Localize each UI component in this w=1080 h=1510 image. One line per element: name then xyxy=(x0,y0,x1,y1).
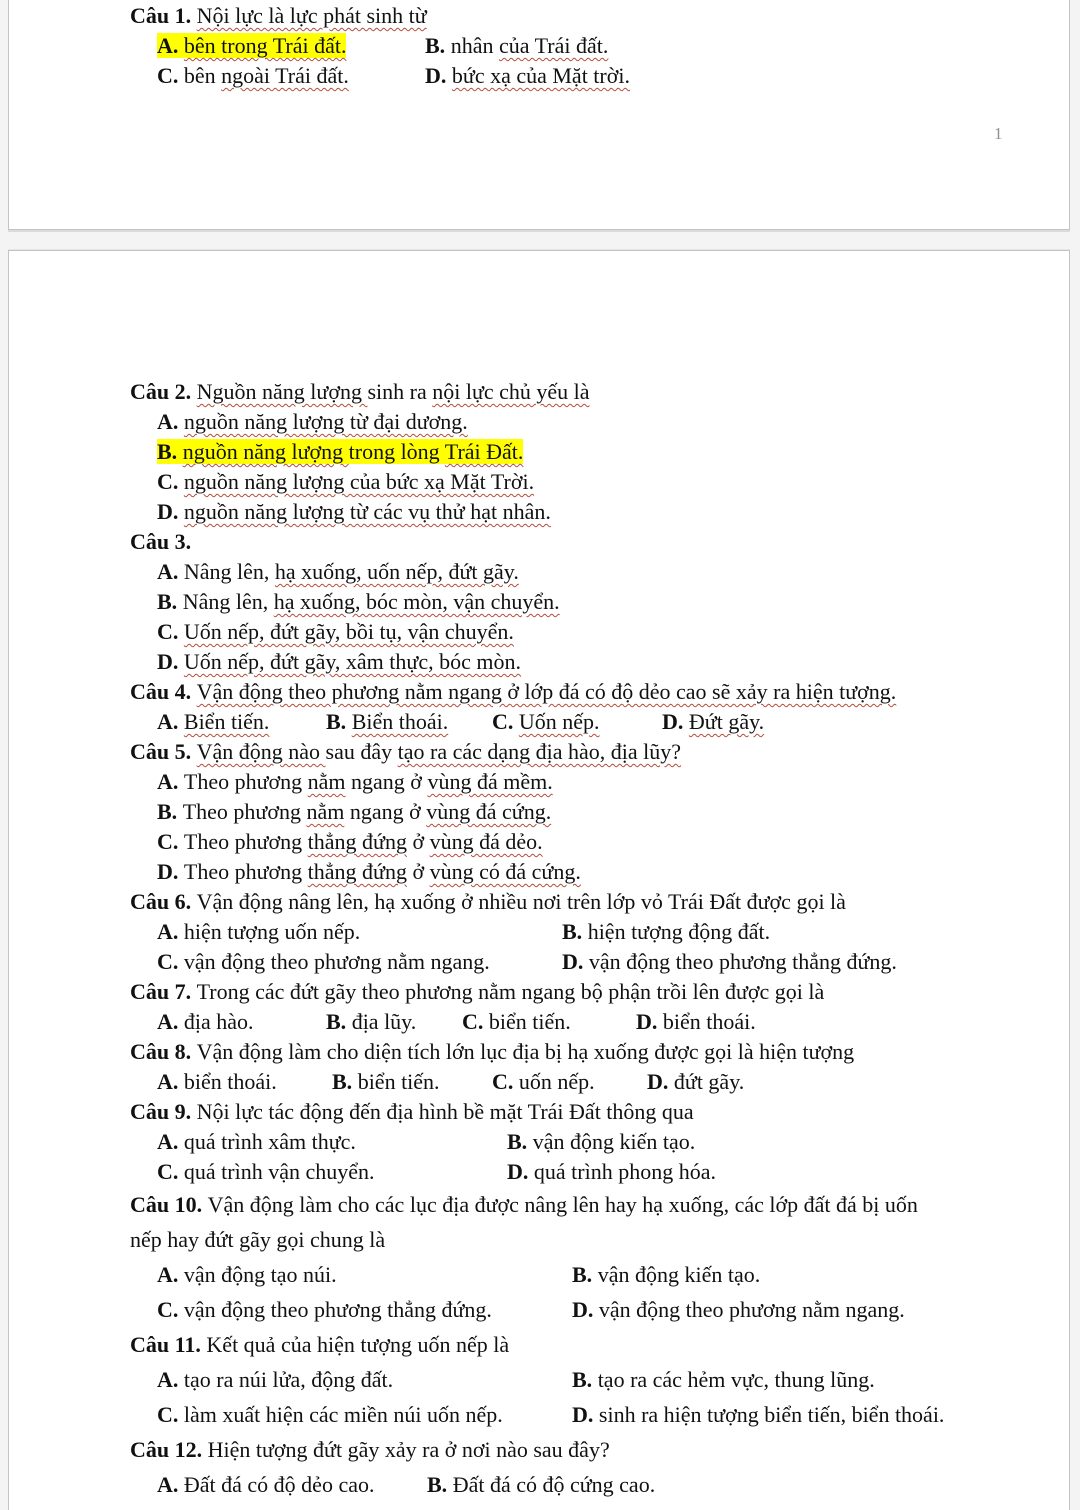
option xyxy=(157,1067,332,1097)
option-letter: Câu 12. xyxy=(130,1437,208,1462)
option-letter: Câu 4. xyxy=(130,679,197,704)
text-run: Trong các đứt gãy theo phương nằm ngang bộ phận trồi lên được gọi là xyxy=(196,979,825,1004)
option-letter: C. xyxy=(462,1009,489,1034)
option xyxy=(572,1257,760,1292)
question-block-cau-6 xyxy=(130,887,1019,977)
option xyxy=(157,917,562,947)
option xyxy=(326,1007,462,1037)
text-run: Theo phương xyxy=(183,859,308,884)
text-run: Đứt gãy. xyxy=(688,709,765,734)
page-2-content xyxy=(130,377,1019,1502)
option-letter: B. xyxy=(157,799,183,824)
text-run: Vận động theo phương nằm ngang ở lớp đá có độ dẻo cao sẽ xảy ra hiện tượng. xyxy=(196,679,897,704)
text-run: địa hào. xyxy=(183,1009,254,1034)
question-block-cau-2 xyxy=(130,377,1019,527)
option-letter: C. xyxy=(157,1159,184,1184)
option-letter: C. xyxy=(157,1402,184,1427)
text-run: sinh ra xyxy=(367,379,433,404)
option-row xyxy=(130,1397,1019,1432)
question-header xyxy=(130,1432,1019,1467)
option xyxy=(636,1007,756,1037)
option xyxy=(157,707,326,737)
text-run: bên xyxy=(183,63,222,88)
question-header xyxy=(130,887,1019,917)
text-run: vùng đá cứng. xyxy=(426,799,552,824)
option-letter: A. xyxy=(157,559,184,584)
text-run: vận động kiến tạo. xyxy=(532,1129,696,1154)
option xyxy=(572,1397,944,1432)
option xyxy=(427,1467,655,1502)
option xyxy=(157,1292,572,1327)
text-run: nội lực chủ yếu là xyxy=(432,379,590,404)
text-run: Theo phương xyxy=(182,799,307,824)
option-letter: B. xyxy=(157,439,183,464)
option-row xyxy=(130,947,1019,977)
option xyxy=(572,1292,905,1327)
option xyxy=(157,557,519,587)
option-row xyxy=(130,1257,1019,1292)
text-run: Trái Đất. xyxy=(444,439,524,464)
option-letter: C. xyxy=(157,469,184,494)
option-row xyxy=(130,857,1019,887)
option xyxy=(157,1397,572,1432)
text-run: nguồn năng lượng của bức xạ Mặt Trời. xyxy=(183,469,535,494)
text-run: quá trình vận chuyển. xyxy=(183,1159,375,1184)
text-run: ngang ở xyxy=(345,769,428,794)
option-letter: C. xyxy=(157,63,184,88)
option xyxy=(157,1467,427,1502)
text-run: Kết quả của hiện tượng uốn nếp là xyxy=(206,1332,510,1357)
text-run: biển thoái. xyxy=(183,1069,277,1094)
option xyxy=(157,31,425,61)
option-letter: Câu 1. xyxy=(130,3,197,28)
option-letter: C. xyxy=(157,619,184,644)
text-run: làm xuất hiện các miền núi uốn nếp. xyxy=(183,1402,503,1427)
text-run: của Trái đất. xyxy=(498,33,609,58)
text-run: Đất đá có độ cứng cao. xyxy=(452,1472,656,1497)
question-header xyxy=(130,1187,1019,1222)
question-header xyxy=(130,1222,1019,1257)
option-letter: A. xyxy=(157,1262,184,1287)
option-row xyxy=(130,827,1019,857)
question-header xyxy=(130,1097,1019,1127)
text-run: Hiện tượng đứt gãy xảy ra ở nơi nào sau đây? xyxy=(207,1437,610,1462)
text-run: Uốn nếp. xyxy=(518,709,600,734)
question-block-cau-4 xyxy=(130,677,1019,737)
option-row xyxy=(130,1067,1019,1097)
option xyxy=(507,1127,695,1157)
text-run: Theo phương xyxy=(183,829,308,854)
text-run: uốn nếp. xyxy=(518,1069,595,1094)
text-run: Đất đá có độ dẻo cao. xyxy=(183,1472,375,1497)
option xyxy=(157,857,581,887)
option-letter: C. xyxy=(157,949,184,974)
option xyxy=(157,437,523,467)
option-letter: A. xyxy=(157,919,184,944)
option-row xyxy=(130,497,1019,527)
option-letter: D. xyxy=(157,499,184,524)
option-letter: Câu 5. xyxy=(130,739,197,764)
option xyxy=(572,1362,875,1397)
text-run: tạo ra các dạng địa hào, địa lũy? xyxy=(397,739,682,764)
text-run: Uốn nếp, đứt gãy, xâm thực, bóc mòn. xyxy=(183,649,521,674)
option xyxy=(157,1257,572,1292)
option-letter: D. xyxy=(157,649,184,674)
text-run: Nội lực tác động đến địa hình bề mặt Trái Đất thông qua xyxy=(196,1099,694,1124)
option-letter: B. xyxy=(326,709,352,734)
text-run: nguồn năng lượng từ đại dương. xyxy=(183,409,468,434)
text-run: ngang ở xyxy=(344,799,427,824)
option-letter: Câu 9. xyxy=(130,1099,197,1124)
text-run: tạo ra núi lửa, động đất. xyxy=(183,1367,394,1392)
text-run: nhân xyxy=(450,33,499,58)
text-run: địa lũy. xyxy=(351,1009,417,1034)
text-run: đứt gãy. xyxy=(673,1069,745,1094)
option xyxy=(157,1362,572,1397)
option xyxy=(157,947,562,977)
option-row xyxy=(130,707,1019,737)
text-run: vận động theo phương nằm ngang. xyxy=(598,1297,905,1322)
option-letter: C. xyxy=(157,829,184,854)
option-letter: D. xyxy=(507,1159,534,1184)
question-block-cau-12 xyxy=(130,1432,1019,1502)
option xyxy=(425,61,630,91)
option-row xyxy=(130,617,1019,647)
option-letter: B. xyxy=(326,1009,352,1034)
option-row xyxy=(130,557,1019,587)
text-run: hiện tượng động đất. xyxy=(587,919,771,944)
option-row xyxy=(130,1127,1019,1157)
question-header xyxy=(130,377,1019,407)
option xyxy=(157,1157,507,1187)
page-1 xyxy=(8,0,1070,230)
question-block-cau-8 xyxy=(130,1037,1019,1097)
option-letter: B. xyxy=(427,1472,453,1497)
text-run: hạ xuống, uốn nếp, đứt gãy. xyxy=(274,559,519,584)
option-row xyxy=(130,1157,1019,1187)
text-run: vận động kiến tạo. xyxy=(597,1262,761,1287)
option xyxy=(332,1067,492,1097)
text-run: vùng có đá cứng. xyxy=(429,859,581,884)
option-letter: C. xyxy=(157,1297,184,1322)
option-letter: B. xyxy=(157,589,183,614)
option-letter: A. xyxy=(157,1129,184,1154)
option xyxy=(462,1007,636,1037)
option xyxy=(562,947,897,977)
option xyxy=(157,407,468,437)
option-letter: Câu 6. xyxy=(130,889,197,914)
option xyxy=(326,707,492,737)
option-letter: D. xyxy=(562,949,589,974)
text-run: Nâng lên, xyxy=(182,589,274,614)
text-run: sinh ra hiện tượng biển tiến, biển thoái. xyxy=(598,1402,945,1427)
text-run: Biển thoái. xyxy=(351,709,449,734)
option-letter: D. xyxy=(425,63,452,88)
option-row xyxy=(130,437,1019,467)
option xyxy=(157,1127,507,1157)
text-run: biển tiến. xyxy=(357,1069,440,1094)
text-run: Nâng lên, xyxy=(183,559,275,584)
question-header xyxy=(130,977,1019,1007)
question-header xyxy=(130,1037,1019,1067)
option-letter: Câu 7. xyxy=(130,979,197,1004)
option xyxy=(157,797,551,827)
text-run: hiện tượng uốn nếp. xyxy=(183,919,361,944)
option-row xyxy=(130,407,1019,437)
option-row xyxy=(130,767,1019,797)
page-1-content xyxy=(130,1,1019,91)
text-run: thẳng đứng xyxy=(307,859,407,884)
question-header xyxy=(130,1,1019,31)
text-run: nếp hay đứt gãy gọi chung là xyxy=(130,1227,386,1252)
text-run: Vận động nâng lên, hạ xuống ở nhiều nơi trên lớp vỏ Trái Đất được gọi là xyxy=(196,889,846,914)
text-run: Theo phương xyxy=(183,769,308,794)
option-letter: C. xyxy=(492,709,519,734)
text-run: quá trình xâm thực. xyxy=(183,1129,356,1154)
question-header xyxy=(130,527,1019,557)
text-run: nằm xyxy=(307,769,346,794)
text-run: quá trình phong hóa. xyxy=(533,1159,716,1184)
text-run: nằm xyxy=(306,799,345,824)
option-row xyxy=(130,61,1019,91)
option xyxy=(507,1157,716,1187)
option-letter: D. xyxy=(647,1069,674,1094)
option-letter: C. xyxy=(492,1069,519,1094)
text-run: Biển tiến. xyxy=(183,709,270,734)
option-letter: Câu 11. xyxy=(130,1332,207,1357)
text-run: Vận động nào xyxy=(196,739,326,764)
option-letter: Câu 3. xyxy=(130,529,192,554)
text-run: bức xạ của Mặt trời. xyxy=(451,63,630,88)
text-run: trong lòng xyxy=(348,439,445,464)
text-run: tạo ra các hẻm vực, thung lũng. xyxy=(597,1367,875,1392)
page-number: 1 xyxy=(994,124,1003,143)
question-header xyxy=(130,1327,1019,1362)
option xyxy=(157,1007,326,1037)
text-run: hạ xuống, bóc mòn, vận chuyển. xyxy=(273,589,560,614)
text-run: vận động theo phương nằm ngang. xyxy=(183,949,490,974)
option xyxy=(157,617,514,647)
text-run: vùng đá mềm. xyxy=(427,769,553,794)
option-letter: A. xyxy=(157,33,184,58)
option-letter: D. xyxy=(662,709,689,734)
text-run: sau đây xyxy=(325,739,398,764)
option-row xyxy=(130,1362,1019,1397)
option xyxy=(157,827,543,857)
text-run: vận động theo phương thẳng đứng. xyxy=(183,1297,492,1322)
question-block-cau-3 xyxy=(130,527,1019,677)
text-run: vận động theo phương thẳng đứng. xyxy=(588,949,897,974)
option xyxy=(425,31,608,61)
question-header xyxy=(130,737,1019,767)
option-row xyxy=(130,647,1019,677)
text-run: nguồn năng lượng xyxy=(182,439,349,464)
option-letter: A. xyxy=(157,1367,184,1392)
question-block-cau-5 xyxy=(130,737,1019,887)
option-row xyxy=(130,467,1019,497)
option-letter: A. xyxy=(157,1069,184,1094)
option-row xyxy=(130,1467,1019,1502)
question-block-cau-10 xyxy=(130,1187,1019,1327)
option-letter: D. xyxy=(157,859,184,884)
text-run: Uốn nếp, đứt gãy, bồi tụ, vận chuyển. xyxy=(183,619,514,644)
option xyxy=(492,1067,647,1097)
option-letter: B. xyxy=(572,1367,598,1392)
text-run: Vận động làm cho các lục địa được nâng lên hay hạ xuống, các lớp đất đá bị uốn xyxy=(207,1192,918,1217)
question-header xyxy=(130,677,1019,707)
option xyxy=(492,707,662,737)
option xyxy=(662,707,764,737)
question-block-cau-1 xyxy=(130,1,1019,91)
text-run: vùng đá dẻo. xyxy=(429,829,543,854)
option-letter: B. xyxy=(572,1262,598,1287)
text-run: Vận động làm cho diện tích lớn lục địa bị hạ xuống được gọi là hiện tượng xyxy=(196,1039,855,1064)
text-run: biển thoái. xyxy=(662,1009,756,1034)
option-row xyxy=(130,797,1019,827)
option-row xyxy=(130,1292,1019,1327)
question-block-cau-9 xyxy=(130,1097,1019,1187)
option-letter: Câu 10. xyxy=(130,1192,208,1217)
option-letter: Câu 8. xyxy=(130,1039,197,1064)
option-row xyxy=(130,31,1019,61)
text-run: nguồn năng lượng từ các vụ thử hạt nhân. xyxy=(183,499,551,524)
option xyxy=(562,917,770,947)
option-letter: B. xyxy=(425,33,451,58)
option-row xyxy=(130,917,1019,947)
option-row xyxy=(130,1007,1019,1037)
option-letter: A. xyxy=(157,1009,184,1034)
option-letter: A. xyxy=(157,409,184,434)
page-2 xyxy=(8,250,1070,1510)
text-run: Nguồn năng lượng xyxy=(196,379,368,404)
option-letter: Câu 2. xyxy=(130,379,197,404)
option xyxy=(157,647,521,677)
option-letter: B. xyxy=(507,1129,533,1154)
option xyxy=(157,497,551,527)
text-run: ở xyxy=(406,859,430,884)
option-row xyxy=(130,587,1019,617)
option-letter: D. xyxy=(636,1009,663,1034)
option-letter: A. xyxy=(157,709,184,734)
option-letter: B. xyxy=(562,919,588,944)
option-letter: D. xyxy=(572,1297,599,1322)
text-run: thẳng đứng xyxy=(307,829,407,854)
option xyxy=(647,1067,744,1097)
option-letter: A. xyxy=(157,1472,184,1497)
text-run: Nội lực là lực phát sinh từ xyxy=(196,3,427,28)
text-run: bên trong Trái đất. xyxy=(183,33,347,58)
question-block-cau-7 xyxy=(130,977,1019,1037)
question-block-cau-11 xyxy=(130,1327,1019,1432)
text-run: vận động tạo núi. xyxy=(183,1262,337,1287)
option xyxy=(157,61,425,91)
text-run: ngoài Trái đất. xyxy=(221,63,349,88)
option-letter: A. xyxy=(157,769,184,794)
option-letter: B. xyxy=(332,1069,358,1094)
option xyxy=(157,587,560,617)
option xyxy=(157,767,553,797)
text-run: ở xyxy=(406,829,430,854)
text-run: biển tiến. xyxy=(488,1009,571,1034)
option xyxy=(157,467,534,497)
option-letter: D. xyxy=(572,1402,599,1427)
